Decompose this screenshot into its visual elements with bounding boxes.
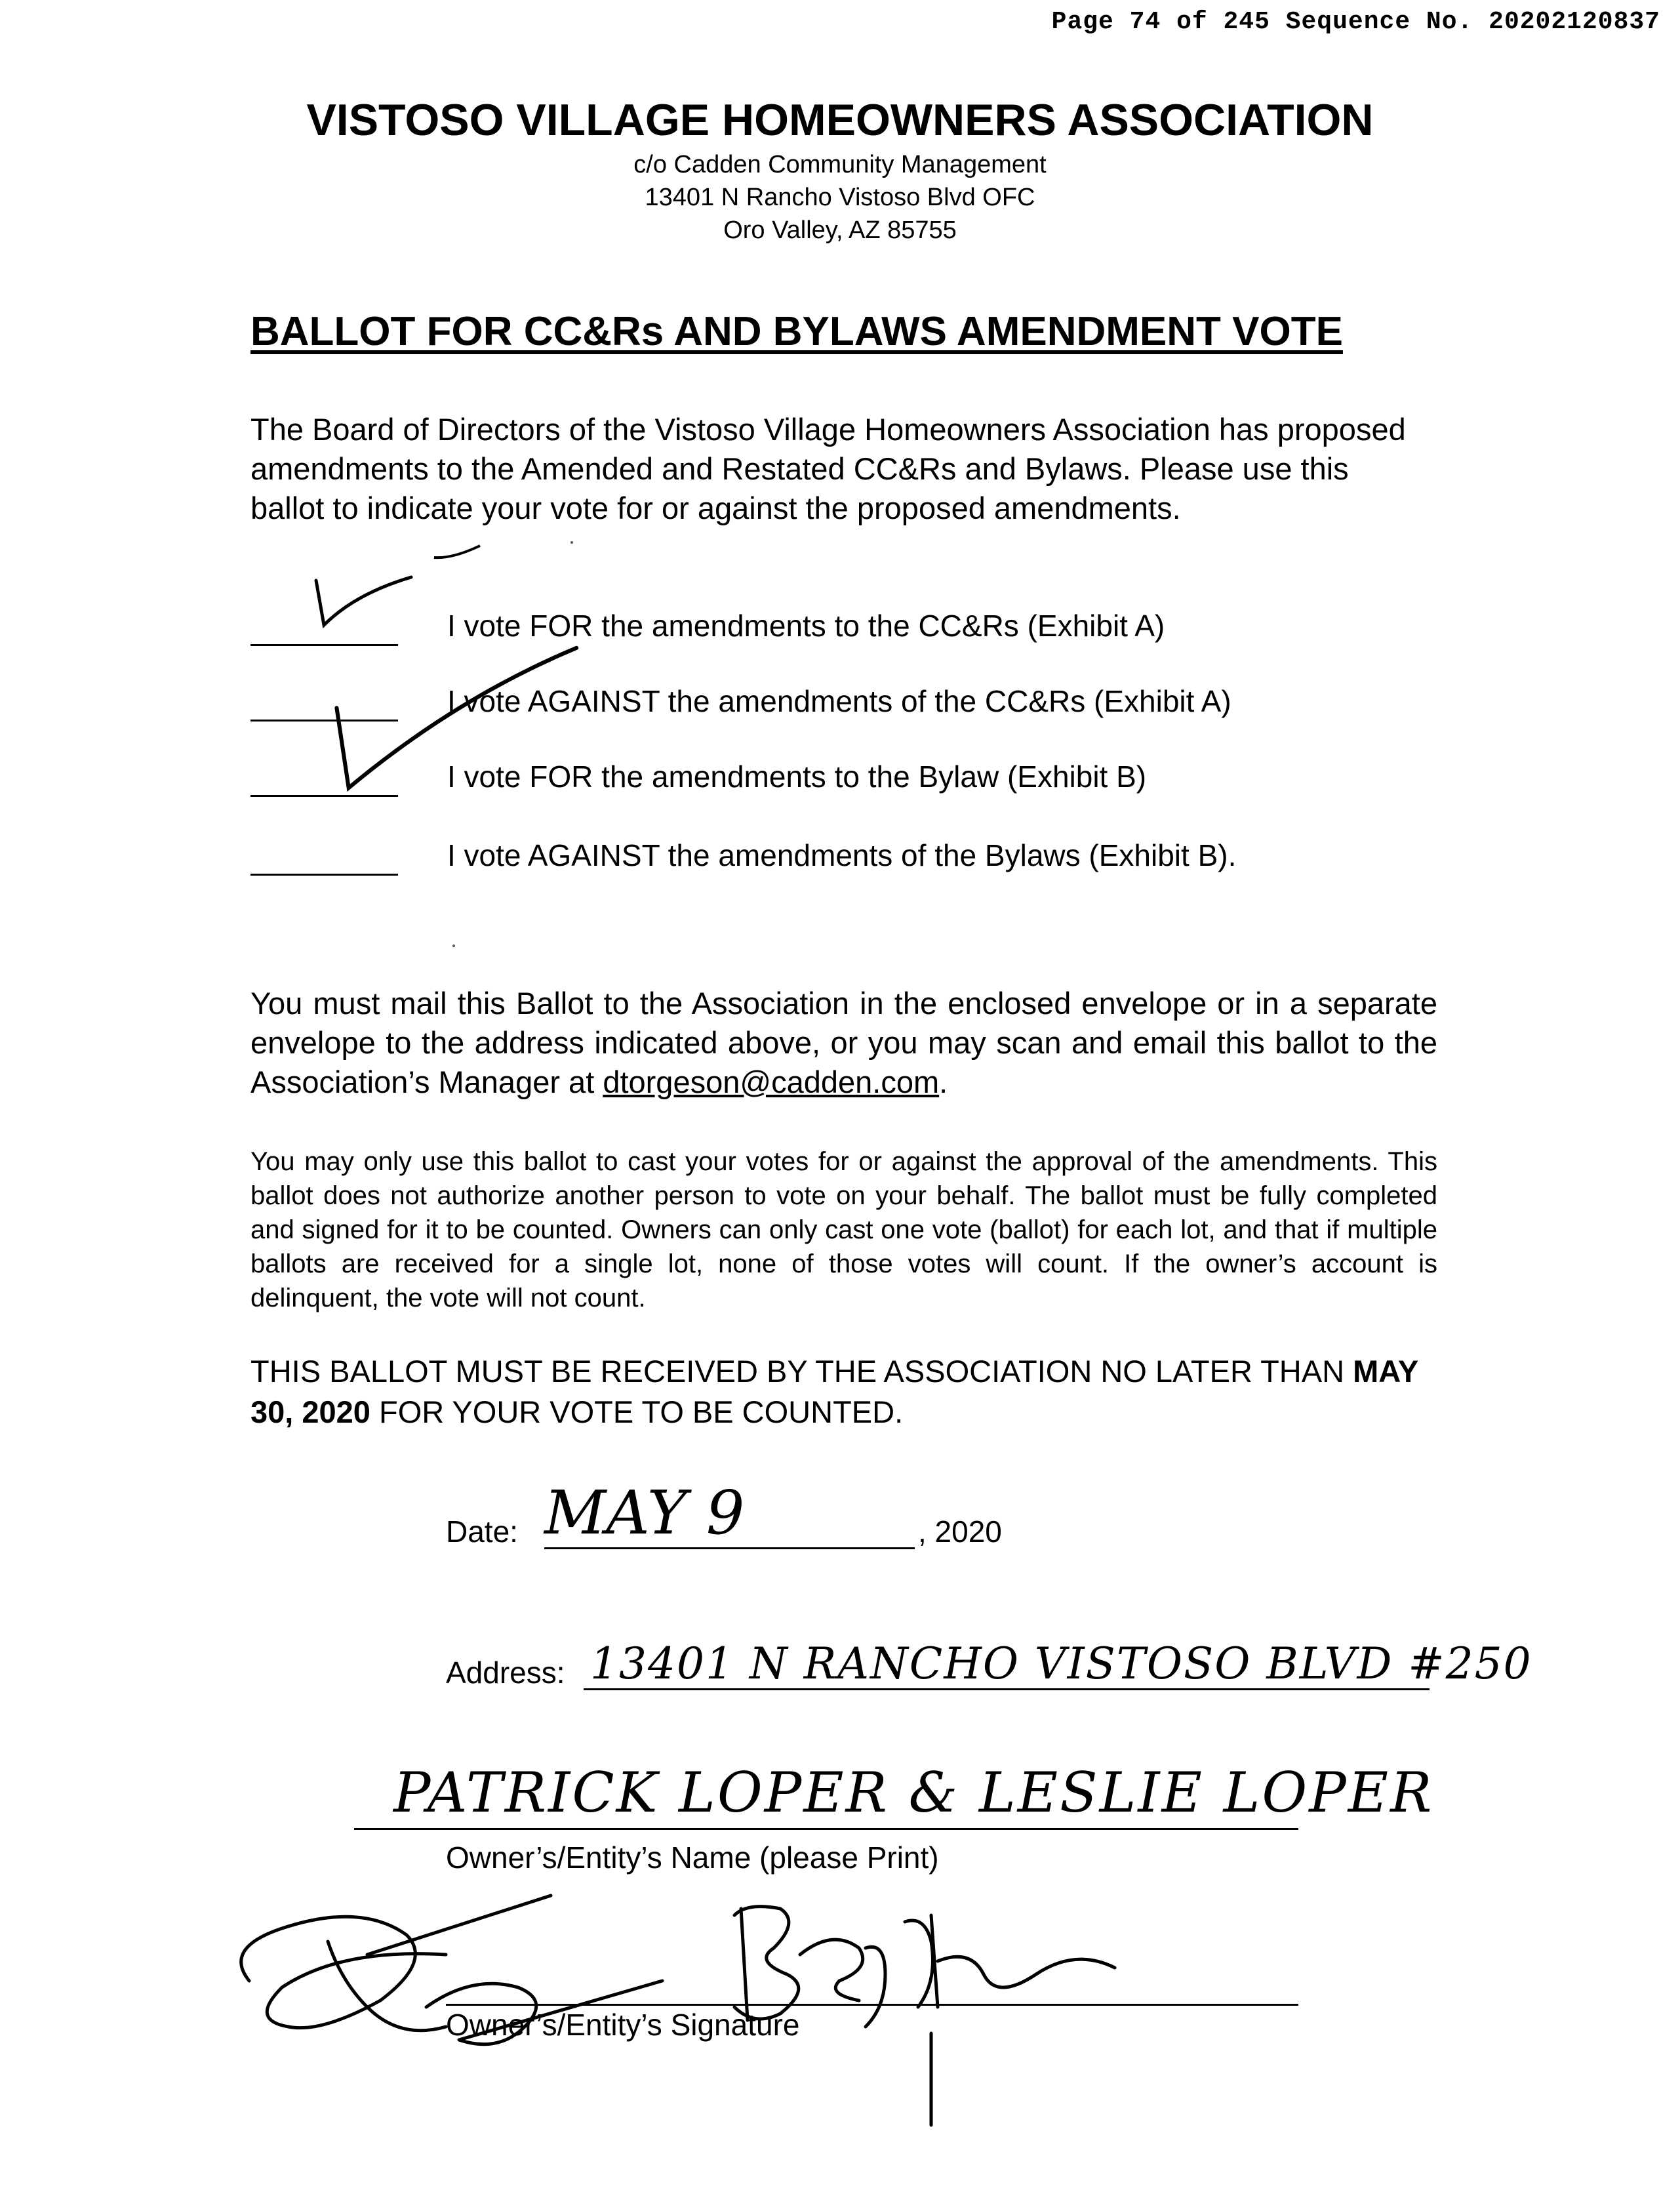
vote-option-label: I vote AGAINST the amendments of the Bylaws (Exhibit B). (447, 838, 1237, 872)
organization-address-line-1: c/o Cadden Community Management (633, 151, 1047, 178)
scan-speck (452, 945, 455, 947)
vote-option-blank[interactable] (250, 834, 398, 876)
vote-option-label: I vote FOR the amendments to the CC&Rs (Exhibit A) (447, 609, 1165, 643)
ballot-rules-paragraph: You may only use this ballot to cast your votes for or against the approval of the amendments. This ballot does not authorize another person to vote on your behalf. The ballot must be fully completed and signed for it to be counted. Owners can only cast one vote (ballot) for each lot, and that if multiple ballots are received for a single lot, none of those votes will count. If the owner’s account is delinquent, the vote will not count. (250, 1147, 1437, 1312)
vote-option-against-bylaws[interactable] (250, 823, 1562, 876)
ballot-title: BALLOT FOR CC&Rs AND BYLAWS AMENDMENT VOTE (250, 309, 1343, 354)
vote-option-for-bylaws[interactable] (250, 744, 1562, 797)
organization-name: VISTOSO VILLAGE HOMEOWNERS ASSOCIATION (306, 95, 1374, 145)
owner-name-field[interactable] (354, 1718, 1434, 1837)
vote-option-label: I vote FOR the amendments to the Bylaw (Exhibit B) (447, 760, 1147, 794)
date-label: Date: (446, 1514, 518, 1549)
date-field[interactable] (446, 1476, 1036, 1554)
address-label: Address: (446, 1656, 565, 1690)
deadline-suffix: FOR YOUR VOTE TO BE COUNTED. (370, 1394, 904, 1429)
intro-paragraph: The Board of Directors of the Vistoso Village Homeowners Association has proposed amendments to the Amended and Restated CC&Rs and Bylaws. Please use this ballot to indicate your vote for or against the proposed amendments. (250, 412, 1406, 525)
owner-name-handwritten-value[interactable]: PATRICK LOPER & LESLIE LOPER (393, 1760, 1434, 1825)
signature-caption: Owner’s/Entity’s Signature (446, 2008, 800, 2042)
vote-option-for-ccrs[interactable] (250, 594, 1562, 646)
address-handwritten-value[interactable]: 13401 N RANCHO VISTOSO BLVD #250 (590, 1638, 1532, 1689)
deadline-notice (250, 1351, 1450, 1432)
organization-address-line-3: Oro Valley, AZ 85755 (723, 216, 957, 244)
owner-name-caption: Owner’s/Entity’s Name (please Print) (446, 1840, 939, 1875)
date-year: , 2020 (918, 1514, 1002, 1549)
mail-instructions-suffix: . (939, 1065, 948, 1099)
pen-stroke-mark (433, 538, 485, 564)
owner-name-underline (354, 1828, 1298, 1830)
mail-instructions (250, 984, 1437, 1102)
organization-header (0, 92, 1680, 247)
deadline-prefix: THIS BALLOT MUST BE RECEIVED BY THE ASSOCIATION NO LATER THAN (250, 1354, 1353, 1389)
deadline-date: MAY 30, 2020 (250, 1354, 1418, 1429)
manager-email-link[interactable]: dtorgeson@cadden.com (603, 1065, 940, 1099)
organization-address-line-2: 13401 N Rancho Vistoso Blvd OFC (645, 184, 1035, 211)
scan-speck (570, 541, 573, 544)
address-field[interactable] (446, 1623, 1532, 1696)
checkmark-icon (277, 574, 414, 653)
page-sequence-header: Page 74 of 245 Sequence No. 20202120837 (1051, 8, 1660, 36)
date-handwritten-value[interactable]: MAY 9 (544, 1478, 745, 1548)
vote-option-label: I vote AGAINST the amendments of the CC&Rs (Exhibit A) (447, 684, 1231, 718)
mail-instructions-text: You must mail this Ballot to the Association in the enclosed envelope or in a separate envelope to the address indicated above, or you may scan and email this ballot to the Association’s Manager at (250, 986, 1437, 1099)
